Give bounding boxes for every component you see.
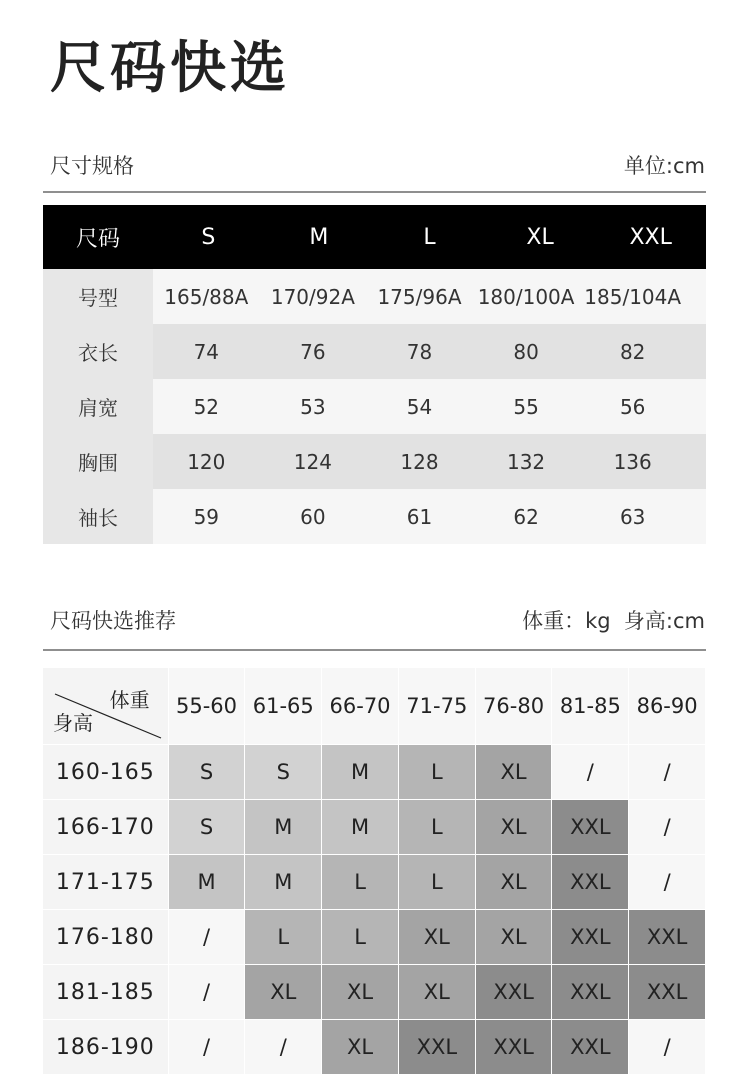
height-range-cell: 176-180 <box>43 910 169 965</box>
size-cell: S <box>169 745 246 800</box>
height-range-cell: 160-165 <box>43 745 169 800</box>
spec-cell: 175/96A <box>377 284 462 309</box>
rec-row <box>43 910 706 965</box>
size-cell: M <box>169 855 246 910</box>
divider <box>43 649 706 651</box>
size-cell: M <box>245 855 322 910</box>
size-cell: XXL <box>476 1020 553 1075</box>
rec-unit: 体重：kg 身高:cm <box>522 609 705 633</box>
size-cell: L <box>399 745 476 800</box>
spec-cell: 165/88A <box>164 284 249 309</box>
size-cell: / <box>245 1020 322 1075</box>
spec-header-row <box>43 205 706 269</box>
size-cell: XL <box>476 910 553 965</box>
size-cell: XL <box>399 910 476 965</box>
weight-header: 61-65 <box>245 668 322 745</box>
spec-cell: 120 <box>187 449 226 474</box>
weight-header: 71-75 <box>399 668 476 745</box>
size-cell: XL <box>476 800 553 855</box>
size-cell: XXL <box>552 1020 629 1075</box>
spec-header-cell: XXL <box>629 224 672 250</box>
spec-row-label: 肩宽 <box>43 379 153 434</box>
size-cell: XXL <box>552 910 629 965</box>
size-cell: XL <box>476 855 553 910</box>
spec-cell: 180/100A <box>477 284 575 309</box>
size-cell: L <box>322 855 399 910</box>
spec-cell: 185/104A <box>584 284 682 309</box>
weight-header: 81-85 <box>552 668 629 745</box>
spec-cell: 52 <box>193 394 220 419</box>
spec-row <box>43 324 706 379</box>
spec-cell: 78 <box>406 339 433 364</box>
spec-cell: 80 <box>513 339 539 364</box>
spec-cell: 76 <box>300 339 326 364</box>
spec-row <box>43 379 706 434</box>
size-cell: XL <box>476 745 553 800</box>
spec-header-cell: L <box>423 224 436 250</box>
spec-header-cell: 尺码 <box>75 226 120 252</box>
size-cell: XL <box>322 1020 399 1075</box>
spec-header-cell: XL <box>526 224 554 250</box>
height-range-cell: 186-190 <box>43 1020 169 1075</box>
spec-cell: 82 <box>619 339 646 364</box>
size-cell: / <box>629 1020 706 1075</box>
height-label: 身高 <box>53 711 93 735</box>
rec-section-header <box>50 603 705 637</box>
weight-header: 86-90 <box>629 668 706 745</box>
size-recommendation-table <box>43 668 706 1075</box>
height-range-cell: 171-175 <box>43 855 169 910</box>
spec-cell: 170/92A <box>270 284 355 309</box>
rec-row <box>43 1020 706 1075</box>
size-cell: / <box>169 1020 246 1075</box>
spec-cell: 136 <box>613 449 652 474</box>
spec-section-title: 尺寸规格 <box>50 154 134 178</box>
rec-row <box>43 965 706 1020</box>
spec-cell: 54 <box>406 394 433 419</box>
spec-row-label: 衣长 <box>43 324 153 379</box>
spec-cell: 59 <box>193 504 220 529</box>
spec-cell: 56 <box>619 394 646 419</box>
size-cell: L <box>399 855 476 910</box>
size-cell: / <box>169 910 246 965</box>
spec-cell: 128 <box>400 449 439 474</box>
size-cell: XXL <box>552 855 629 910</box>
size-cell: M <box>322 800 399 855</box>
corner-cell <box>43 668 169 745</box>
divider <box>43 191 706 193</box>
spec-header-cell: M <box>309 224 329 250</box>
size-cell: XXL <box>476 965 553 1020</box>
size-cell: / <box>169 965 246 1020</box>
height-range-cell: 181-185 <box>43 965 169 1020</box>
rec-header-row <box>43 668 706 745</box>
size-cell: S <box>245 745 322 800</box>
spec-row <box>43 269 706 324</box>
size-cell: XXL <box>629 910 706 965</box>
spec-row-label: 胸围 <box>43 434 153 489</box>
spec-cell: 61 <box>406 504 433 529</box>
rec-row <box>43 800 706 855</box>
size-cell: L <box>245 910 322 965</box>
weight-header: 76-80 <box>476 668 553 745</box>
size-cell: / <box>552 745 629 800</box>
page-title: 尺码快选 <box>50 36 290 101</box>
size-cell: / <box>629 800 706 855</box>
weight-label: 体重 <box>109 688 150 712</box>
size-cell: L <box>322 910 399 965</box>
size-cell: XXL <box>629 965 706 1020</box>
spec-cell: 132 <box>506 449 546 474</box>
rec-row <box>43 855 706 910</box>
rec-row <box>43 745 706 800</box>
spec-row-label: 袖长 <box>43 489 153 544</box>
weight-header: 66-70 <box>322 668 399 745</box>
spec-cell: 62 <box>513 504 539 529</box>
size-cell: L <box>399 800 476 855</box>
spec-row <box>43 489 706 544</box>
spec-cell: 60 <box>300 504 326 529</box>
size-cell: / <box>629 745 706 800</box>
size-spec-table <box>43 205 706 544</box>
size-cell: / <box>629 855 706 910</box>
rec-section-title: 尺码快选推荐 <box>50 609 176 633</box>
spec-cell: 124 <box>293 449 332 474</box>
spec-row <box>43 434 706 489</box>
size-cell: M <box>322 745 399 800</box>
weight-header: 55-60 <box>169 668 246 745</box>
spec-cell: 63 <box>619 504 646 529</box>
size-cell: M <box>245 800 322 855</box>
spec-section-header <box>50 148 705 182</box>
spec-header-cell: S <box>201 224 216 250</box>
spec-cell: 55 <box>513 394 539 419</box>
size-cell: XXL <box>552 965 629 1020</box>
spec-cell: 74 <box>193 339 220 364</box>
size-cell: XL <box>399 965 476 1020</box>
size-cell: XXL <box>399 1020 476 1075</box>
height-range-cell: 166-170 <box>43 800 169 855</box>
spec-cell: 53 <box>300 394 326 419</box>
spec-row-label: 号型 <box>43 269 153 324</box>
size-cell: XL <box>245 965 322 1020</box>
spec-unit: 单位:cm <box>623 154 705 178</box>
size-cell: S <box>169 800 246 855</box>
size-cell: XL <box>322 965 399 1020</box>
size-cell: XXL <box>552 800 629 855</box>
